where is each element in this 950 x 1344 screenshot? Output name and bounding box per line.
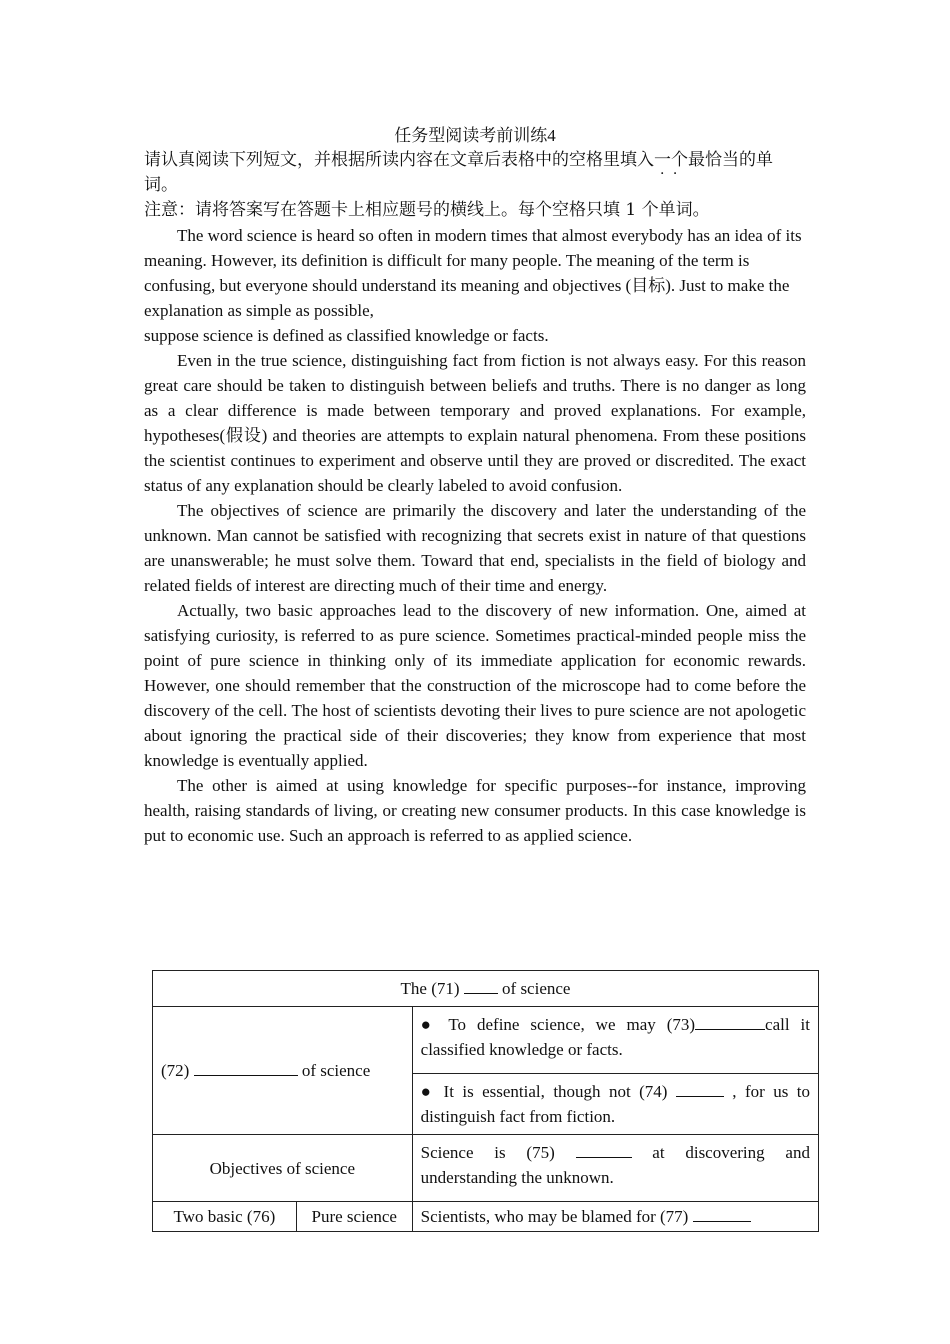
passage-paragraph-2: Even in the true science, distinguishing fact from fiction is not always easy. For this reason great care should be taken to distinguish between beliefs and truths. There is no danger as long as a clear difference is made between temporary and proved explanations. For example, hypotheses(假设) and theories are attempts to explain natural phenomena. From these positions the scientist continues to experiment and observe until they are proved or discredited. The exact status of any explanation should be clearly labeled to avoid confusion. <box>144 351 806 495</box>
instructions-emphasis: 一个 · · <box>654 150 688 170</box>
answer-blank-73[interactable] <box>695 1012 765 1030</box>
passage-paragraph-4: Actually, two basic approaches lead to the discovery of new information. One, aimed at satisfying curiosity, is referred to as pure science. Sometimes practical-minded people miss the point of pure science in thinking only of its immediate application for economic rewards. However, one should remember that the construction of the microscope had to come before the discovery of the cell. The host of scientists devoting their lives to pure science are not apologetic about ignoring the practical side of their discoveries; they know from experience that most knowledge is eventually applied. <box>144 601 806 770</box>
definition-point-2 <box>412 1074 818 1135</box>
passage-paragraph-1: The word science is heard so often in modern times that almost everybody has an idea of its meaning. However, its definition is difficult for many people. The meaning of the term is confusing, but everyone should understand its meaning and objectives (目标). Just to make the explanation as simple as possible, <box>144 226 802 320</box>
objectives-cell <box>412 1135 818 1202</box>
instructions-note: 注意：请将答案写在答题卡上相应题号的横线上。每个空格只填 1 个单词。 <box>144 200 710 220</box>
answer-blank-75[interactable] <box>576 1140 632 1158</box>
cell-text: ● To define science, we may (73) <box>420 1015 696 1034</box>
cell-text: Science is (75) <box>420 1143 576 1162</box>
instructions-line <box>144 148 806 198</box>
answer-blank-72[interactable] <box>194 1058 298 1076</box>
cell-text: Scientists, who may be blamed for (77) <box>420 1207 693 1226</box>
cell-text: call it classified knowledge or facts. <box>420 1015 811 1059</box>
objectives-label-cell: Objectives of science <box>153 1135 413 1202</box>
instructions-text-post: 最恰当的单词。 <box>144 150 773 195</box>
answer-blank-77[interactable] <box>693 1204 751 1222</box>
cell-text: , for us to distinguish fact from fiction. <box>420 1082 810 1126</box>
passage-paragraph-3: The objectives of science are primarily the discovery and later the understanding of the unknown. Man cannot be satisfied with recognizing that secrets exist in nature of that questions are unanswerable; he must solve them. Toward that end, specialists in the field of biology and related fields of interest are directing much of their time and energy. <box>144 501 806 595</box>
cell-text: of science <box>297 1061 371 1080</box>
instructions-text-pre: 请认真阅读下列短文，并根据所读内容在文章后表格中的空格里填入 <box>144 150 654 170</box>
definition-cell <box>153 1007 413 1135</box>
cell-text: ● It is essential, though not (74) <box>420 1082 676 1101</box>
cell-text: at discovering and understanding the unknown. <box>420 1143 810 1187</box>
cell-text: The (71) <box>400 979 464 998</box>
pure-science-detail-cell <box>412 1202 818 1232</box>
page-title: 任务型阅读考前训练4 <box>394 126 556 145</box>
table-title-cell <box>153 971 819 1007</box>
pure-science-cell: Pure science <box>296 1202 412 1232</box>
table-row <box>153 971 819 1007</box>
definition-point-1 <box>412 1007 818 1074</box>
passage-paragraph-1-end: suppose science is defined as classified knowledge or facts. <box>144 326 549 345</box>
table-row <box>153 1202 819 1232</box>
table-row <box>153 1007 819 1074</box>
document-page <box>144 124 806 848</box>
answer-blank-71[interactable] <box>464 976 498 994</box>
passage-paragraph-5: The other is aimed at using knowledge for specific purposes--for instance, improving health, raising standards of living, or creating new consumer products. In this case knowledge is put to economic use. Such an approach is referred to as applied science. <box>144 776 806 845</box>
answer-blank-74[interactable] <box>676 1079 724 1097</box>
table-row <box>153 1135 819 1202</box>
approaches-label-cell: Two basic (76) <box>153 1202 297 1232</box>
cell-text: of science <box>497 979 571 998</box>
cell-text: (72) <box>161 1061 194 1080</box>
answer-table <box>152 970 819 1232</box>
